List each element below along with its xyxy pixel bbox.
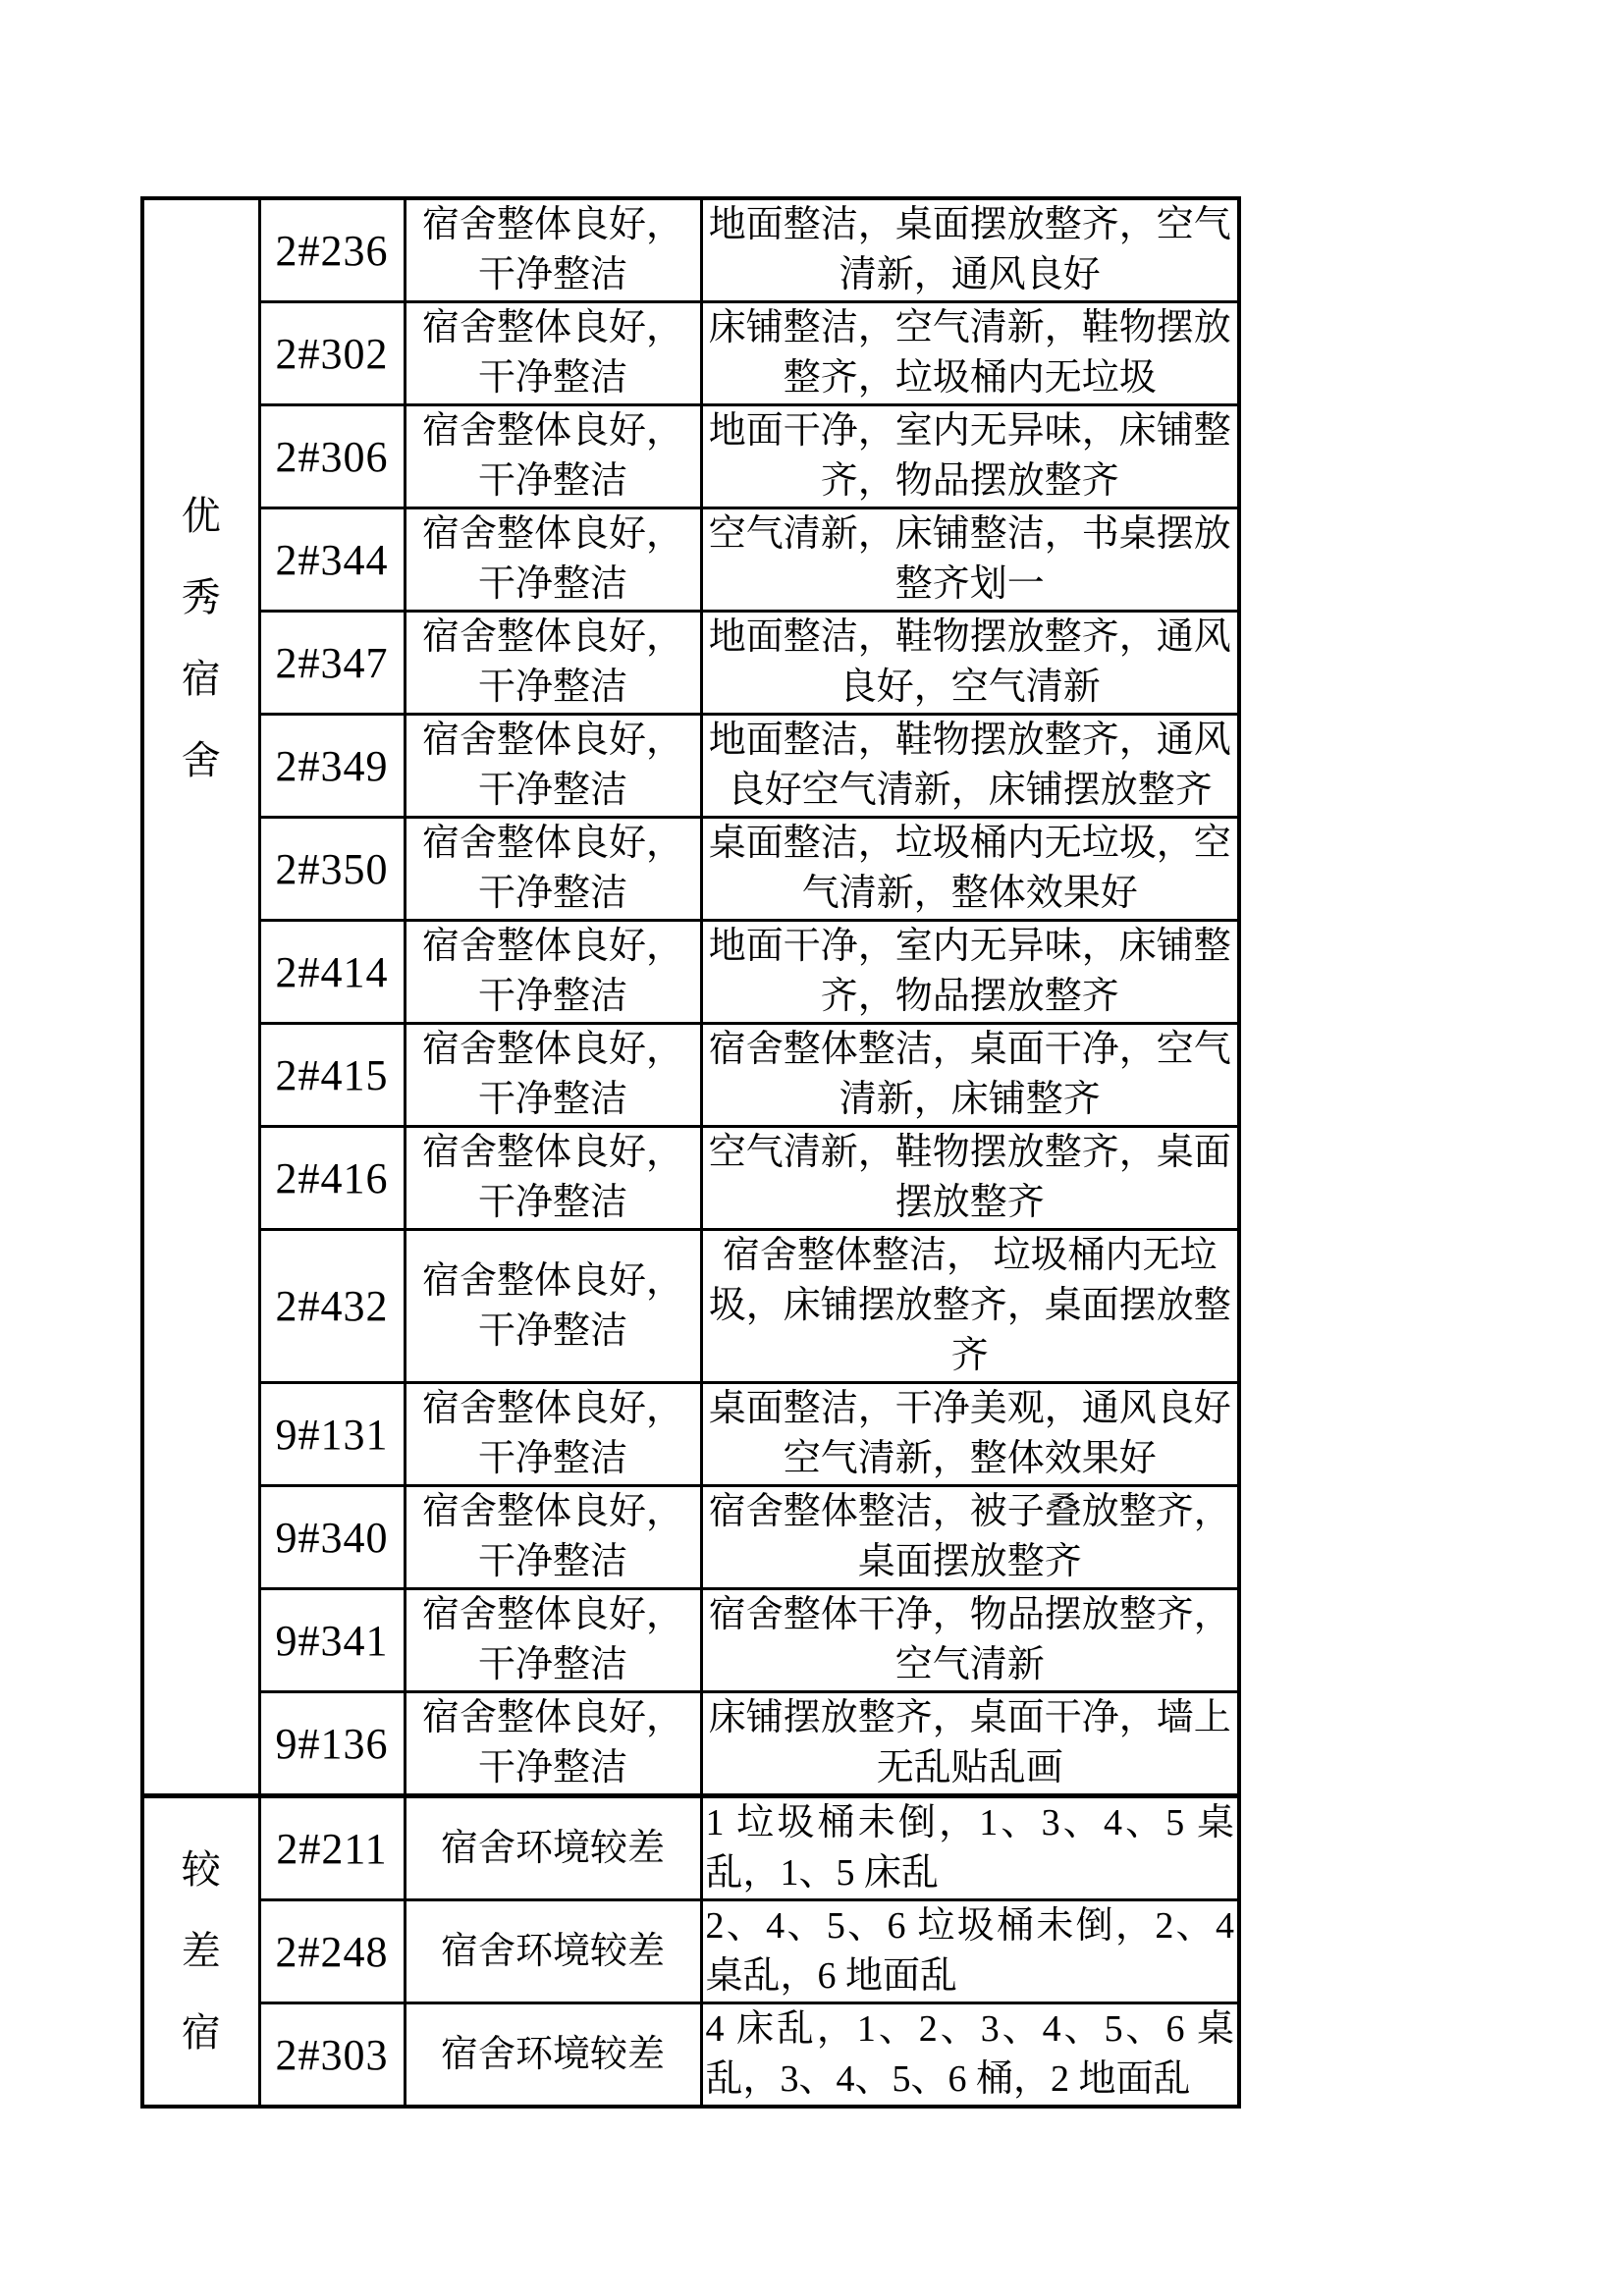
details-cell: 宿舍整体整洁， 垃圾桶内无垃圾，床铺摆放整齐，桌面摆放整齐 [701,1230,1239,1383]
category-label-char: 宿 [181,657,221,701]
details-cell: 床铺整洁，空气清新，鞋物摆放整齐，垃圾桶内无垃圾 [701,302,1239,405]
room-number-cell: 2#306 [259,405,405,508]
table-row [142,612,1239,715]
details-cell: 地面整洁，鞋物摆放整齐，通风良好空气清新，床铺摆放整齐 [701,715,1239,818]
details-cell: 地面整洁，鞋物摆放整齐，通风良好，空气清新 [701,612,1239,715]
room-number-cell: 2#236 [259,198,405,302]
category-label-char: 优 [181,494,221,538]
category-vertical-label [144,200,258,780]
details-cell: 1 垃圾桶未倒，1、3、4、5 桌乱，1、5 床乱 [701,1796,1239,1900]
room-number-cell: 2#344 [259,508,405,612]
category-label-char: 较 [181,1847,221,1892]
table-row [142,1024,1239,1127]
room-number-cell: 2#211 [259,1796,405,1900]
evaluation-cell: 宿舍整体良好，干净整洁 [405,1024,701,1127]
details-cell: 2、4、5、6 垃圾桶未倒，2、4 桌乱，6 地面乱 [701,1900,1239,2003]
table-row [142,1230,1239,1383]
category-cell-excellent-dorms [142,198,259,1796]
table-row [142,1383,1239,1486]
table-row [142,715,1239,818]
evaluation-cell: 宿舍整体良好，干净整洁 [405,612,701,715]
table-row [142,1486,1239,1589]
room-number-cell: 2#415 [259,1024,405,1127]
evaluation-cell: 宿舍环境较差 [405,1900,701,2003]
category-cell-poor-dorms [142,1796,259,2108]
details-cell: 宿舍整体整洁，桌面干净，空气清新，床铺整齐 [701,1024,1239,1127]
evaluation-cell: 宿舍环境较差 [405,2003,701,2108]
room-number-cell: 2#248 [259,1900,405,2003]
room-number-cell: 2#416 [259,1127,405,1230]
evaluation-cell: 宿舍整体良好，干净整洁 [405,715,701,818]
table-row [142,1796,1239,1900]
room-number-cell: 9#341 [259,1589,405,1692]
table-row [142,302,1239,405]
room-number-cell: 2#303 [259,2003,405,2108]
dormitory-inspection-table [140,196,1241,2109]
table-row [142,2003,1239,2108]
room-number-cell: 2#432 [259,1230,405,1383]
details-cell: 空气清新，床铺整洁，书桌摆放整齐划一 [701,508,1239,612]
table-row [142,1900,1239,2003]
evaluation-cell: 宿舍整体良好，干净整洁 [405,818,701,921]
table-row [142,508,1239,612]
evaluation-cell: 宿舍整体良好，干净整洁 [405,1589,701,1692]
room-number-cell: 2#414 [259,921,405,1024]
category-vertical-label [144,1847,258,2055]
table-row [142,921,1239,1024]
room-number-cell: 2#349 [259,715,405,818]
details-cell: 宿舍整体整洁，被子叠放整齐，桌面摆放整齐 [701,1486,1239,1589]
category-label-char: 秀 [181,575,221,619]
evaluation-cell: 宿舍环境较差 [405,1796,701,1900]
table-row [142,1589,1239,1692]
evaluation-cell: 宿舍整体良好，干净整洁 [405,1692,701,1796]
evaluation-cell: 宿舍整体良好，干净整洁 [405,508,701,612]
table-row [142,198,1239,302]
evaluation-cell: 宿舍整体良好，干净整洁 [405,1486,701,1589]
details-cell: 宿舍整体干净，物品摆放整齐，空气清新 [701,1589,1239,1692]
details-cell: 桌面整洁，垃圾桶内无垃圾，空气清新，整体效果好 [701,818,1239,921]
room-number-cell: 2#350 [259,818,405,921]
table-row [142,1127,1239,1230]
table-row [142,818,1239,921]
room-number-cell: 9#131 [259,1383,405,1486]
evaluation-cell: 宿舍整体良好，干净整洁 [405,405,701,508]
room-number-cell: 9#340 [259,1486,405,1589]
details-cell: 床铺摆放整齐，桌面干净，墙上无乱贴乱画 [701,1692,1239,1796]
evaluation-cell: 宿舍整体良好，干净整洁 [405,198,701,302]
details-cell: 桌面整洁，干净美观，通风良好空气清新，整体效果好 [701,1383,1239,1486]
room-number-cell: 2#347 [259,612,405,715]
evaluation-cell: 宿舍整体良好，干净整洁 [405,1383,701,1486]
details-cell: 地面干净，室内无异味，床铺整齐，物品摆放整齐 [701,921,1239,1024]
details-cell: 地面干净，室内无异味，床铺整齐，物品摆放整齐 [701,405,1239,508]
evaluation-cell: 宿舍整体良好，干净整洁 [405,1127,701,1230]
category-label-char: 宿 [181,2010,221,2055]
table-row [142,405,1239,508]
details-cell: 4 床乱，1、2、3、4、5、6 桌乱，3、4、5、6 桶，2 地面乱 [701,2003,1239,2108]
room-number-cell: 2#302 [259,302,405,405]
table-row [142,1692,1239,1796]
evaluation-cell: 宿舍整体良好，干净整洁 [405,302,701,405]
details-cell: 地面整洁，桌面摆放整齐，空气清新，通风良好 [701,198,1239,302]
details-cell: 空气清新，鞋物摆放整齐，桌面摆放整齐 [701,1127,1239,1230]
category-label-char: 差 [181,1929,221,1973]
evaluation-cell: 宿舍整体良好，干净整洁 [405,921,701,1024]
evaluation-cell: 宿舍整体良好，干净整洁 [405,1230,701,1383]
category-label-char: 舍 [181,738,221,782]
room-number-cell: 9#136 [259,1692,405,1796]
